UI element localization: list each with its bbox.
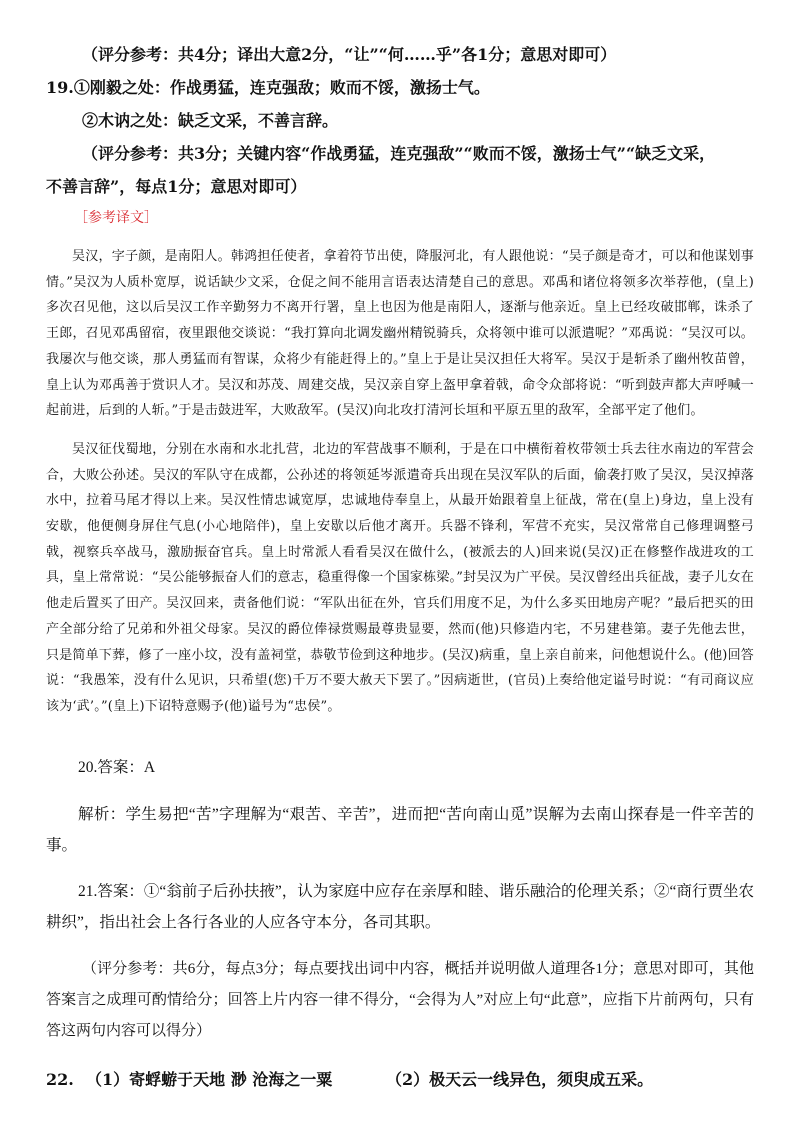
q19-score-note-line1: （评分参考：共3分；关键内容“作战勇猛，连克强敌”“败而不馁，激扬士气”“缺乏文采，: [82, 144, 716, 163]
translation-paragraph-1: 吴汉，字子颜，是南阳人。韩鸿担任使者，拿着符节出使，降服河北，有人跟他说：“吴子颜是奇才，可以和他谋划事情。”吴汉为人质朴宽厚，说话缺少文采，仓促之间不能用言语表达清楚自己的意思。邓禹和诸位将领多次举荐他，(皇上)多次召见他，这以后吴汉工作辛勤努力不离开行署，皇上也因为他是南阳人，逐渐与他亲近。皇上已经攻破邯郸，诛杀了王郎，召见邓禹留宿，夜里跟他交谈说：“我打算向北调发幽州精锐骑兵，众将领中谁可以派遣呢？”邓禹说：“吴汉可以。我屡次与他交谈，那人勇猛而有智谋，众将少有能赶得上的。”皇上于是让吴汉担任大将军。吴汉于是斩杀了幽州牧苗曾，皇上认为邓禹善于赏识人才。吴汉和苏茂、周建交战，吴汉亲自穿上盔甲拿着戟，命令众部将说：“听到鼓声都大声呼喊一起前进，后到的人斩。”于是击鼓进军，大败敌军。(吴汉)向北攻打清河长垣和平原五里的敌军，全部平定了他们。: [46, 249, 754, 419]
q18-score-note: （评分参考：共4分；译出大意2分，“让”“何……乎”各1分；意思对即可）: [82, 45, 617, 64]
q22-number: 22.: [46, 1069, 74, 1089]
q19-score-note-line2: 不善言辞”，每点1分；意思对即可）: [46, 177, 307, 196]
reference-translation-title: ［参考译文］: [74, 210, 158, 226]
q22-answer-row: [46, 1062, 754, 1098]
q21-score-note: （评分参考：共6分，每点3分；每点要找出词中内容，概括并说明做人道理各1分；意思对即可，其他答案言之成理可酌情给分；回答上片内容一律不得分，“会得为人”对应上句“此意”，应指下片前两句，只有答这两句内容可以得分）: [46, 960, 754, 1039]
q20-analysis: 解析：学生易把“苦”字理解为“艰苦、辛苦”，进而把“苦向南山觅”误解为去南山探春是一件辛苦的事。: [46, 805, 754, 854]
translation-paragraph-2: 吴汉征伐蜀地，分别在水南和水北扎营，北边的军营战事不顺利，于是在口中横衔着枚带领士兵去往水南边的军营会合，大败公孙述。吴汉的军队守在成都，公孙述的将领延岑派遣奇兵出现在吴汉军队的后面，偷袭打败了吴汉，吴汉掉落水中，拉着马尾才得以上来。吴汉性情忠诚宽厚，忠诚地侍奉皇上，从最开始跟着皇上征战，常在(皇上)身边，皇上没有安歇，他便侧身屏住气息(小心地陪伴)，皇上安歇以后他才离开。兵器不锋利，军营不充实，吴汉常常自己修理调整弓戟，视察兵卒战马，激励振奋官兵。皇上时常派人看看吴汉在做什么，(被派去的人)回来说(吴汉)正在修整作战进攻的工具，皇上常常说：“吴公能够振奋人们的意志，稳重得像一个国家栋梁。”封吴汉为广平侯。吴汉曾经出兵征战，妻子儿女在他走后置买了田产。吴汉回来，责备他们说：“军队出征在外，官兵们用度不足，为什么多买田地房产呢？”最后把买的田产全部分给了兄弟和外祖父母家。吴汉的爵位俸禄赏赐最尊贵显要，然而(他)只修造内宅，不另建巷第。妻子先他去世，只是简单下葬，修了一座小坟，没有盖祠堂，恭敬节俭到这种地步。(吴汉)病重，皇上亲自前来，问他想说什么。(他)回答说：“我愚笨，没有什么见识，只希望(您)千万不要大赦天下罢了。”因病逝世，(官员)上奏给他定谥号时说：“有司商议应该为‘武’。”(皇上)下诏特意赐予(他)谥号为“忠侯”。: [46, 441, 754, 714]
q20-answer: 20.答案：A: [78, 759, 156, 777]
q22-answer-2: （2）极天云一线异色，须臾成五采。: [386, 1069, 654, 1089]
q21-answer: 21.答案：①“翁前子后孙扶掖”，认为家庭中应存在亲厚和睦、谐乐融洽的伦理关系；②“商行贾坐农耕织”，指出社会上各行各业的人应各守本分，各司其职。: [46, 883, 754, 932]
q22-answer-1: （1）寄蜉蝣于天地 渺 沧海之一粟: [86, 1069, 333, 1089]
q19-answer-line1: 19.①刚毅之处：作战勇猛，连克强敌；败而不馁，激扬士气。: [46, 78, 490, 97]
q19-answer-line2: ②木讷之处：缺乏文采，不善言辞。: [82, 111, 339, 130]
